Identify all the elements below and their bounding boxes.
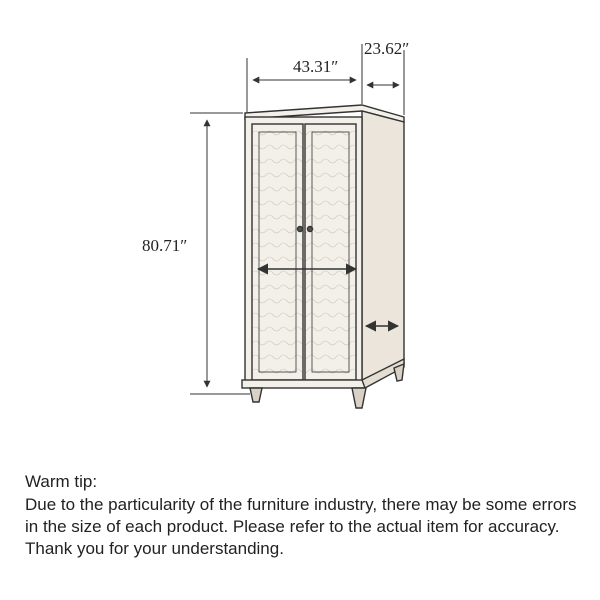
depth-dimension [367, 50, 404, 115]
width-label: 43.31″ [293, 57, 339, 76]
door-handle [298, 227, 303, 232]
warm-tip-title: Warm tip: [25, 472, 98, 491]
cabinet-base [242, 380, 365, 388]
door-handle [308, 227, 313, 232]
cabinet-leg [352, 388, 366, 408]
width-dimension [247, 44, 362, 112]
cabinet-leg [250, 388, 262, 402]
height-label: 80.71″ [142, 236, 188, 255]
right-door [305, 124, 356, 380]
wardrobe [242, 105, 404, 408]
height-dimension [190, 113, 250, 394]
cabinet-side [362, 111, 404, 386]
left-door [252, 124, 303, 380]
warm-tip-body: Due to the particularity of the furniture industry, there may be some errors in the size of each product. Please refer to the actual item for accuracy. Thank you for your understanding. [25, 495, 577, 558]
depth-label: 23.62″ [364, 39, 410, 58]
